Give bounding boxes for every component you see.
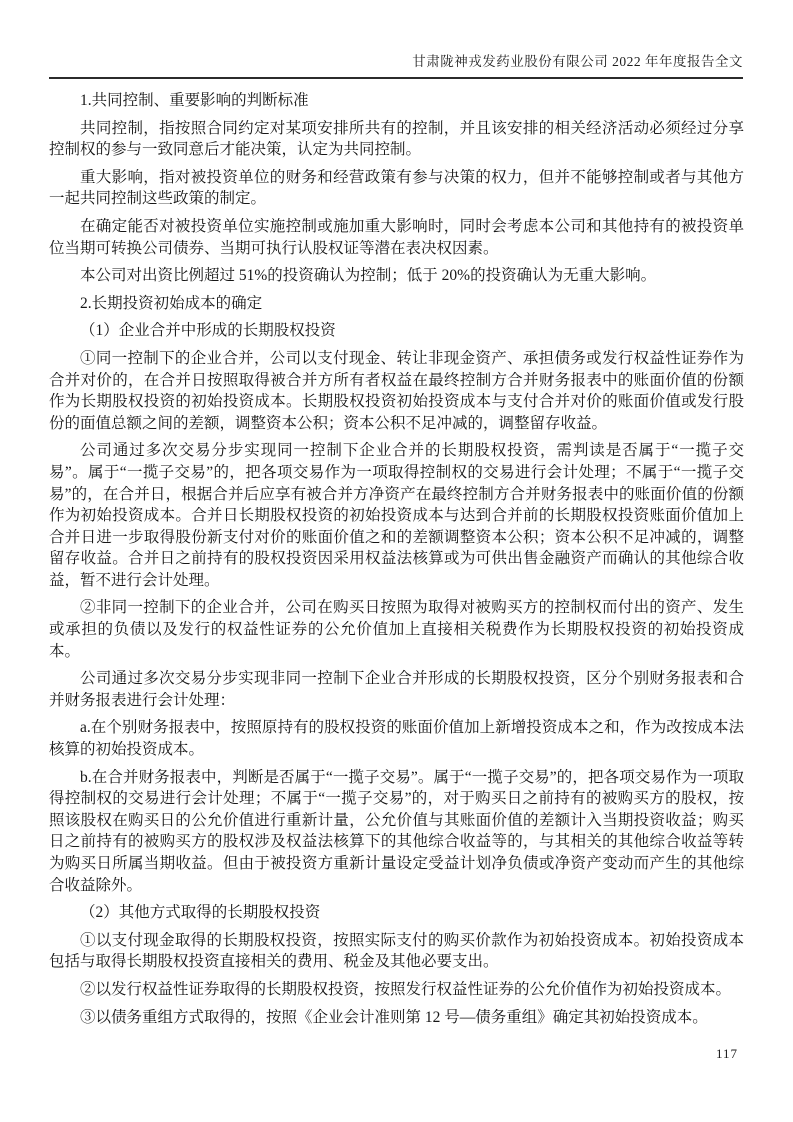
subsection-heading-other-acquisition-methods: （2）其他方式取得的长期股权投资 (80, 904, 321, 922)
paragraph-debt-restructuring-acquisition: ③以债务重组方式取得的，按照《企业会计准则第 12 号—债务重组》确定其初始投资成本。 (80, 1008, 708, 1026)
report-header-title: 甘肃陇神戎发药业股份有限公司 2022 年年度报告全文 (412, 54, 743, 69)
page-header (49, 50, 743, 79)
paragraph-cash-acquisition: ①以支付现金取得的长期股权投资，按照实际支付的购买价款作为初始投资成本。初始投资成本包括与取得长期股权投资直接相关的费用、税金及其他必要支出。 (49, 931, 744, 971)
paragraph-same-control-combination: ①同一控制下的企业合并，公司以支付现金、转让非现金资产、承担债务或发行权益性证券作为合并对价的，在合并日按照取得被合并方所有者权益在最终控制方合并财务报表中的账面价值的份额作为长期股权投资的初始投资成本。长期股权投资初始投资成本与支付合并对价的账面价值或发行股份的面值总额之间的差额，调整资本公积；资本公积不足冲减的，调整留存收益。 (49, 349, 744, 432)
document-body (49, 90, 744, 1034)
paragraph-significant-influence-definition: 重大影响，指对被投资单位的财务和经营政策有参与决策的权力，但并不能够控制或者与其他方一起共同控制这些政策的制定。 (49, 168, 744, 208)
section-heading-judgment-criteria: 1.共同控制、重要影响的判断标准 (80, 92, 309, 109)
paragraph-joint-control-definition: 共同控制，指按照合同约定对某项安排所共有的控制，并且该安排的相关经济活动必须经过分享控制权的参与一致同意后才能决策，认定为共同控制。 (49, 119, 744, 159)
paragraph-non-same-control-step-acquisition-intro: 公司通过多次交易分步实现非同一控制下企业合并形成的长期股权投资，区分个别财务报表和合并财务报表进行会计处理： (49, 670, 744, 709)
subsection-heading-business-combination: （1）企业合并中形成的长期股权投资 (80, 322, 336, 340)
paragraph-consolidated-statements-treatment: b.在合并财务报表中，判断是否属于“一揽子交易”。属于“一揽子交易”的，把各项交易作为一项取得控制权的交易进行会计处理；不属于“一揽子交易”的，对于购买日之前持有的被购买方的股权，按照该股权在购买日的公允价值进行重新计量，公允价值与其账面价值的差额计入当期投资收益；购买日之前持有的被购买方的股权涉及权益法核算下的其他综合收益等的，与其相关的其他综合收益等转为购买日所属当期收益。但由于被投资方重新计量设定受益计划净负债或净资产变动而产生的其他综合收益除外。 (49, 768, 744, 894)
page-footer (716, 1046, 738, 1062)
paragraph-individual-statements-treatment: a.在个别财务报表中，按照原持有的股权投资的账面价值加上新增投资成本之和，作为改按成本法核算的初始投资成本。 (49, 719, 744, 759)
section-heading-initial-cost: 2.长期投资初始成本的确定 (80, 294, 263, 312)
paragraph-ownership-thresholds: 本公司对出资比例超过 51%的投资确认为控制；低于 20%的投资确认为无重大影响。 (80, 267, 657, 285)
paragraph-potential-voting-rights: 在确定能否对被投资单位实施控制或施加重大影响时，同时会考虑本公司和其他持有的被投资单位当期可转换公司债券、当期可执行认股权证等潜在表决权因素。 (49, 217, 744, 257)
paragraph-equity-securities-acquisition: ②以发行权益性证券取得的长期股权投资，按照发行权益性证券的公允价值作为初始投资成本。 (80, 980, 732, 998)
paragraph-non-same-control-combination: ②非同一控制下的企业合并，公司在购买日按照为取得对被购买方的控制权而付出的资产、发生或承担的负债以及发行的权益性证券的公允价值加上直接相关税费作为长期股权投资的初始投资成本。 (49, 599, 744, 660)
paragraph-same-control-step-acquisition: 公司通过多次交易分步实现同一控制下企业合并的长期股权投资，需判读是否属于“一揽子交易”。属于“一揽子交易”的，把各项交易作为一项取得控制权的交易进行会计处理；不属于“一揽子交易”的，在合并日，根据合并后应享有被合并方净资产在最终控制方合并财务报表中的账面价值的份额作为初始投资成本。合并日长期股权投资的初始投资成本与达到合并前的长期股权投资账面价值加上合并日进一步取得股份新支付对价的账面价值之和的差额调整资本公积；资本公积不足冲减的，调整留存收益。合并日之前持有的股权投资因采用权益法核算或为可供出售金融资产而确认的其他综合收益，暂不进行会计处理。 (49, 442, 744, 589)
page-number: 117 (715, 1046, 738, 1061)
